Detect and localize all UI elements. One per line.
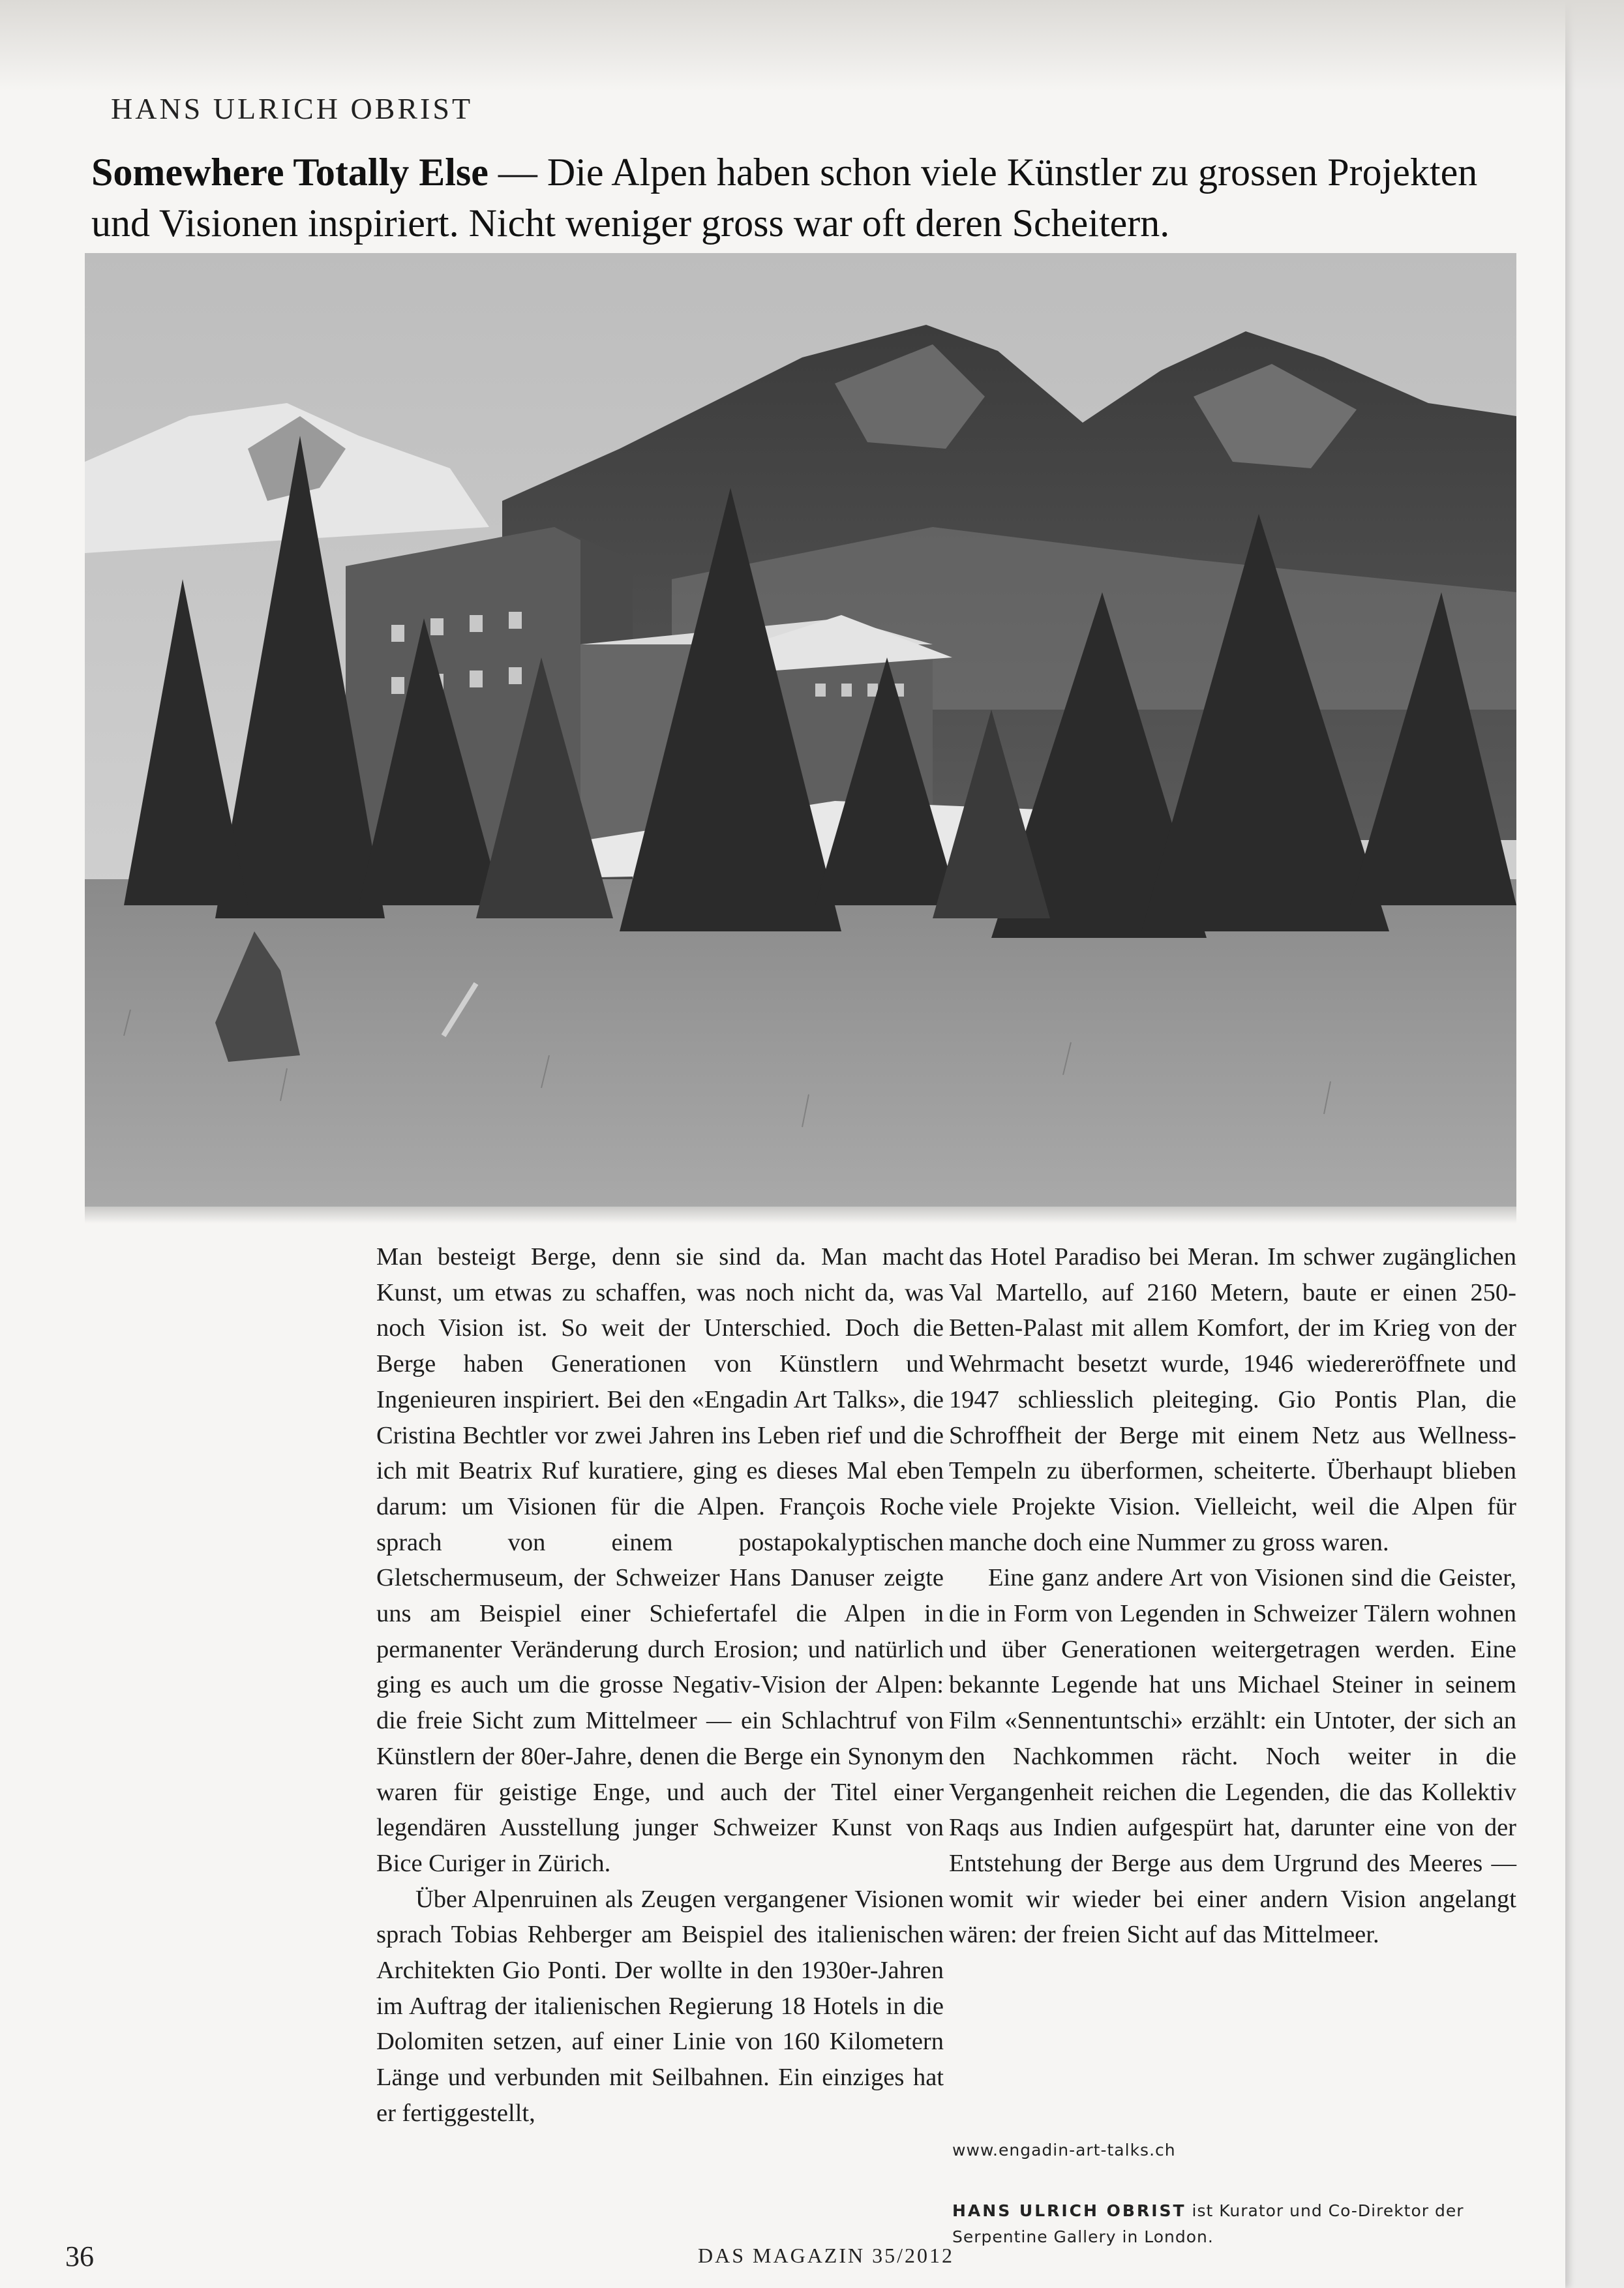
scan-shadow — [0, 0, 1624, 91]
paragraph: das Hotel Paradiso bei Meran. Im schwer zugänglichen Val Martello, auf 2160 Metern, baute er einen 250-Betten-Palast mit allem Komfort, der im Krieg von der Wehrmacht besetzt wurde, 1946 wiedereröffnete und 1947 schliesslich pleiteging. Gio Pontis Plan, die Schroffheit der Berge mit einem Netz aus Wellness-Tempeln zu überformen, scheiterte. Überhaupt blieben viele Projekte Vision. Vielleicht, weil die Alpen für manche doch eine Nummer zu gross waren. — [949, 1243, 1516, 1556]
headline-deck: — Die Alpen haben schon viele Künstler zu grossen Projekten und Visionen inspiriert. Nicht weniger gross war oft deren Scheitern. — [91, 151, 1478, 245]
website-link[interactable]: www.engadin-art-talks.ch — [952, 2141, 1176, 2160]
paragraph: Eine ganz andere Art von Visionen sind die Geister, die in Form von Legenden in Schweizer Tälern wohnen und über Generationen weitergetragen werden. Eine bekannte Legende hat uns Michael Steiner in seinem Film «Sennentuntschi» erzählt: ein Untoter, der sich an den Nachkommen rächt. Noch weiter in die Vergangenheit reichen die Legenden, die das Kollektiv Raqs aus Indien aufgespürt hat, darunter eine von der Entstehung der Berge aus dem Urgrund des Meeres — womit wir wieder bei einer andern Vision angelangt wären: der freien Sicht auf das Mittelmeer. — [949, 1564, 1516, 1949]
photo-shadow — [85, 1207, 1516, 1224]
article-column-right — [949, 1239, 1516, 1953]
magazine-issue: DAS MAGAZIN 35/2012 — [698, 2244, 954, 2267]
page-footer — [0, 2237, 1565, 2276]
headline — [91, 147, 1513, 248]
author-kicker: HANS ULRICH OBRIST — [111, 92, 474, 125]
paragraph: Über Alpenruinen als Zeugen vergangener Visionen sprach Tobias Rehberger am Beispiel des italienischen Architekten Gio Ponti. Der wollte in den 1930er-Jahren im Auftrag der italienischen Regierung 18 Hotels in die Dolomiten setzen, auf einer Linie von 160 Kilometern Länge und verbunden mit Seilbahnen. Ein einziges hat er fertiggestellt, — [376, 1885, 944, 2127]
bio-name: HANS ULRICH OBRIST — [952, 2201, 1186, 2220]
bio-text: ist Kurator und Co-Direktor der Serpentine Gallery in London. — [952, 2201, 1464, 2246]
page-number: 36 — [65, 2240, 94, 2272]
paragraph: Man besteigt Berge, denn sie sind da. Man macht Kunst, um etwas zu schaffen, was noch nicht da, was noch Vision ist. So weit der Unterschied. Doch die Berge haben Generationen von Künstlern und Ingenieuren inspiriert. Bei den «Engadin Art Talks», die Cristina Bechtler vor zwei Jahren ins Leben rief und die ich mit Beatrix Ruf kuratiere, ging es dieses Mal eben darum: um Visionen für die Alpen. François Roche sprach von einem postapokalyptischen Gletschermuseum, der Schweizer Hans Danuser zeigte uns am Beispiel einer Schiefertafel die Alpen in permanenter Veränderung durch Erosion; und natürlich ging es auch um die grosse Negativ-Vision der Alpen: die freie Sicht zum Mittelmeer — ein Schlachtruf von Künstlern der 80er-Jahre, denen die Berge ein Synonym waren für geistige Enge, und auch der Titel einer legendären Ausstellung junger Schweizer Kunst von Bice Curiger in Zürich. — [376, 1243, 944, 1877]
article-column-left — [376, 1239, 944, 2131]
hotel-paradiso-photo — [85, 253, 1516, 1207]
landscape-photo-icon — [85, 253, 1516, 1207]
headline-title: Somewhere Totally Else — [91, 151, 489, 194]
